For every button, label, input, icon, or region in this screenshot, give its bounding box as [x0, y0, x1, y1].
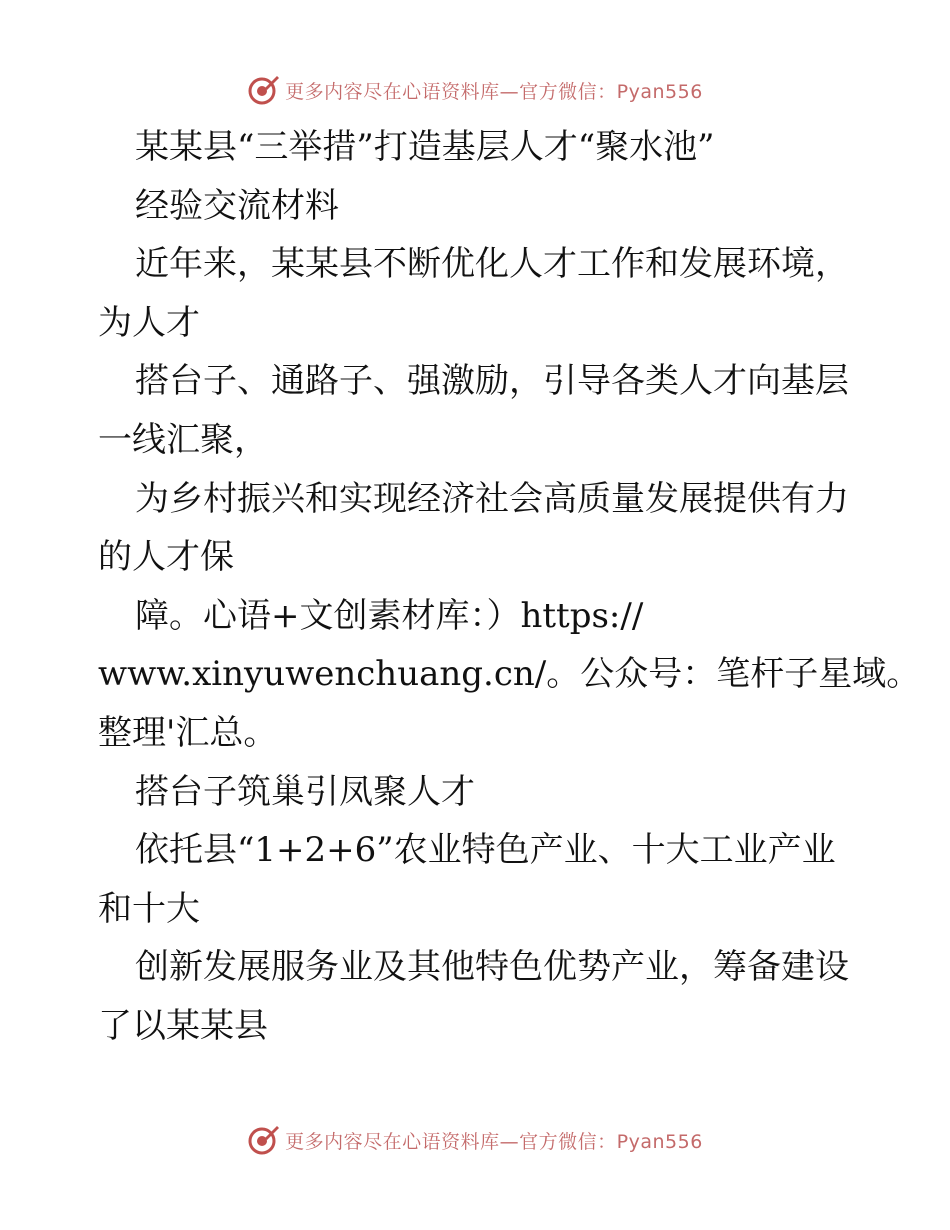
- paragraph-line: 近年来，某某县不断优化人才工作和发展环境，: [135, 244, 849, 285]
- paragraph-line: 创新发展服务业及其他特色优势产业，筹备建设: [135, 947, 849, 988]
- document-body: [98, 118, 921, 1056]
- pen-nib-logo-icon: [247, 73, 281, 107]
- paragraph-line: 整理'汇总。: [98, 712, 278, 753]
- paragraph-line: www.xinyuwenchuang.cn/。公众号：笔杆子星域。: [98, 654, 921, 695]
- paragraph-line: 障。心语+文创素材库：）https://: [135, 595, 644, 636]
- header-banner: [0, 70, 950, 110]
- doc-title-line: 某某县“三举措”打造基层人才“聚水池”: [135, 127, 715, 167]
- doc-subtitle-line: 经验交流材料: [135, 185, 339, 226]
- header-banner-text: 更多内容尽在心语资料库—官方微信：Pyan556: [285, 80, 703, 103]
- paragraph-line: 为乡村振兴和实现经济社会高质量发展提供有力: [135, 478, 849, 519]
- paragraph-line: 和十大: [98, 888, 200, 929]
- section-heading-line: 搭台子筑巢引凤聚人才: [135, 771, 475, 812]
- footer-banner: [0, 1120, 950, 1160]
- footer-banner-text: 更多内容尽在心语资料库—官方微信：Pyan556: [285, 1130, 703, 1153]
- paragraph-line: 了以某某县: [98, 1005, 268, 1046]
- paragraph-line: 搭台子、通路子、强激励，引导各类人才向基层: [135, 361, 849, 402]
- pen-nib-logo-icon: [247, 1123, 281, 1157]
- paragraph-line: 的人才保: [98, 537, 234, 578]
- paragraph-line: 为人才: [98, 302, 200, 343]
- paragraph-line: 依托县“1+2+6”农业特色产业、十大工业产业: [135, 830, 836, 871]
- paragraph-line: 一线汇聚，: [98, 419, 268, 460]
